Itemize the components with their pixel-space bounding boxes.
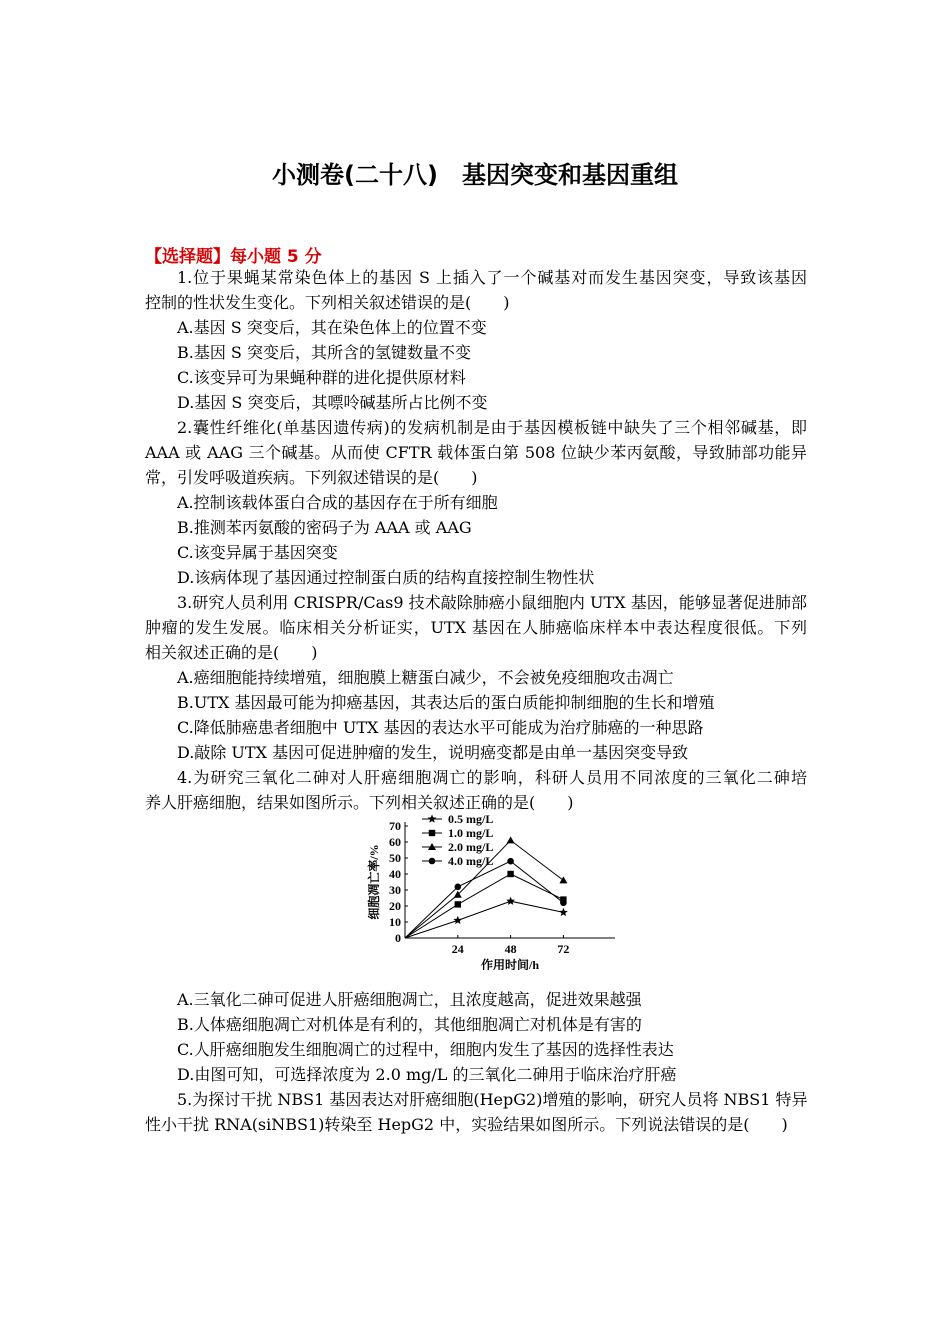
- q1-stem-line-1: 1.位于果蝇某常染色体上的基因 S 上插入了一个碱基对而发生基因突变，导致该基因: [177, 268, 807, 287]
- series-line: [405, 861, 563, 938]
- legend-label: 4.0 mg/L: [448, 854, 494, 868]
- y-tick-label: 20: [389, 899, 401, 913]
- q5-stem-line-1: 5.为探讨干扰 NBS1 基因表达对肝癌细胞(HepG2)增殖的影响，研究人员将 NBS1 特异: [177, 1090, 808, 1109]
- page-title: 小测卷(二十八) 基因突变和基因重组: [272, 161, 678, 189]
- q3-option-a: A.癌细胞能持续增殖，细胞膜上糖蛋白减少，不会被免疫细胞攻击凋亡: [177, 668, 674, 687]
- y-tick-label: 0: [395, 931, 401, 945]
- q3-option-d: D.敲除 UTX 基因可促进肿瘤的发生，说明癌变都是由单一基因突变导致: [177, 743, 689, 762]
- q1-stem-line-2: 控制的性状发生变化。下列相关叙述错误的是( ): [145, 293, 510, 312]
- q4-option-d: D.由图可知，可选择浓度为 2.0 mg/L 的三氧化二砷用于临床治疗肝癌: [177, 1065, 677, 1084]
- q2-stem-line-1: 2.囊性纤维化(单基因遗传病)的发病机制是由于基因模板链中缺失了三个相邻碱基，即: [177, 418, 807, 437]
- q2-option-d: D.该病体现了基因通过控制蛋白质的结构直接控制生物性状: [177, 568, 595, 587]
- q4-option-b: B.人体癌细胞凋亡对机体是有利的，其他细胞凋亡对机体是有害的: [177, 1015, 642, 1034]
- data-point: [507, 858, 514, 865]
- data-point: [453, 916, 462, 924]
- data-point: [559, 876, 567, 883]
- q1-option-c: C.该变异可为果蝇种群的进化提供原材料: [177, 368, 466, 387]
- apoptosis-line-chart: [360, 810, 630, 970]
- q5-stem-line-2: 性小干扰 RNA(siNBS1)转染至 HepG2 中，实验结果如图所示。下列说法错误的是( ): [145, 1115, 788, 1134]
- y-tick-label: 10: [389, 915, 401, 929]
- q4-stem-line-2: 养人肝癌细胞，结果如图所示。下列相关叙述正确的是( ): [145, 793, 574, 812]
- q3-stem-line-1: 3.研究人员利用 CRISPR/Cas9 技术敲除肺癌小鼠细胞内 UTX 基因，能够显著促进肺部: [177, 593, 807, 612]
- q3-option-c: C.降低肺癌患者细胞中 UTX 基因的表达水平可能成为治疗肺癌的一种思路: [177, 718, 704, 737]
- q2-option-a: A.控制该载体蛋白合成的基因存在于所有细胞: [177, 493, 498, 512]
- legend-marker: [429, 830, 435, 836]
- data-point: [506, 897, 515, 905]
- y-tick-label: 70: [389, 819, 401, 833]
- q4-option-c: C.人肝癌细胞发生细胞凋亡的过程中，细胞内发生了基因的选择性表达: [177, 1040, 674, 1059]
- y-tick-label: 50: [389, 851, 401, 865]
- x-axis-title: 作用时间/h: [480, 958, 540, 970]
- q1-option-b: B.基因 S 突变后，其所含的氢键数量不变: [177, 343, 471, 362]
- x-tick-label: 24: [451, 942, 464, 956]
- legend-label: 0.5 mg/L: [448, 812, 494, 826]
- series-line: [405, 901, 563, 938]
- legend-label: 2.0 mg/L: [448, 840, 494, 854]
- data-point: [560, 900, 567, 907]
- legend-marker: [428, 814, 437, 822]
- q3-stem-line-2: 肿瘤的发生发展。临床相关分析证实，UTX 基因在人肺癌临床样本中表达程度很低。下列: [145, 618, 807, 637]
- q1-option-a: A.基因 S 突变后，其在染色体上的位置不变: [177, 318, 487, 337]
- q1-option-d: D.基因 S 突变后，其嘌呤碱基所占比例不变: [177, 393, 488, 412]
- q3-stem-line-3: 相关叙述正确的是( ): [145, 643, 318, 662]
- legend-label: 1.0 mg/L: [448, 826, 494, 840]
- q2-stem-line-2: AAA 或 AAG 三个碱基。从而使 CFTR 载体蛋白第 508 位缺少苯丙氨酸，导致肺部功能异: [145, 443, 807, 462]
- data-point: [507, 836, 515, 843]
- q2-stem-line-3: 常，引发呼吸道疾病。下列叙述错误的是( ): [145, 468, 478, 487]
- data-point: [559, 908, 568, 916]
- y-axis-title: 细胞凋亡率/%: [367, 844, 381, 920]
- section-heading: 【选择题】每小题 5 分: [145, 247, 322, 267]
- y-tick-label: 30: [389, 883, 401, 897]
- q3-option-b: B.UTX 基因最可能为抑癌基因，其表达后的蛋白质能抑制细胞的生长和增殖: [177, 693, 715, 712]
- x-tick-label: 48: [504, 942, 517, 956]
- q4-option-a: A.三氧化二砷可促进人肝癌细胞凋亡，且浓度越高，促进效果越强: [177, 990, 642, 1009]
- y-tick-label: 60: [389, 835, 401, 849]
- q4-stem-line-1: 4.为研究三氧化二砷对人肝癌细胞凋亡的影响，科研人员用不同浓度的三氧化二砷培: [177, 768, 807, 787]
- q2-option-c: C.该变异属于基因突变: [177, 543, 338, 562]
- legend-marker: [429, 858, 436, 865]
- data-point: [455, 901, 461, 907]
- data-point: [507, 871, 513, 877]
- y-tick-label: 40: [389, 867, 401, 881]
- q2-option-b: B.推测苯丙氨酸的密码子为 AAA 或 AAG: [177, 518, 472, 537]
- data-point: [455, 884, 462, 891]
- x-tick-label: 72: [557, 942, 570, 956]
